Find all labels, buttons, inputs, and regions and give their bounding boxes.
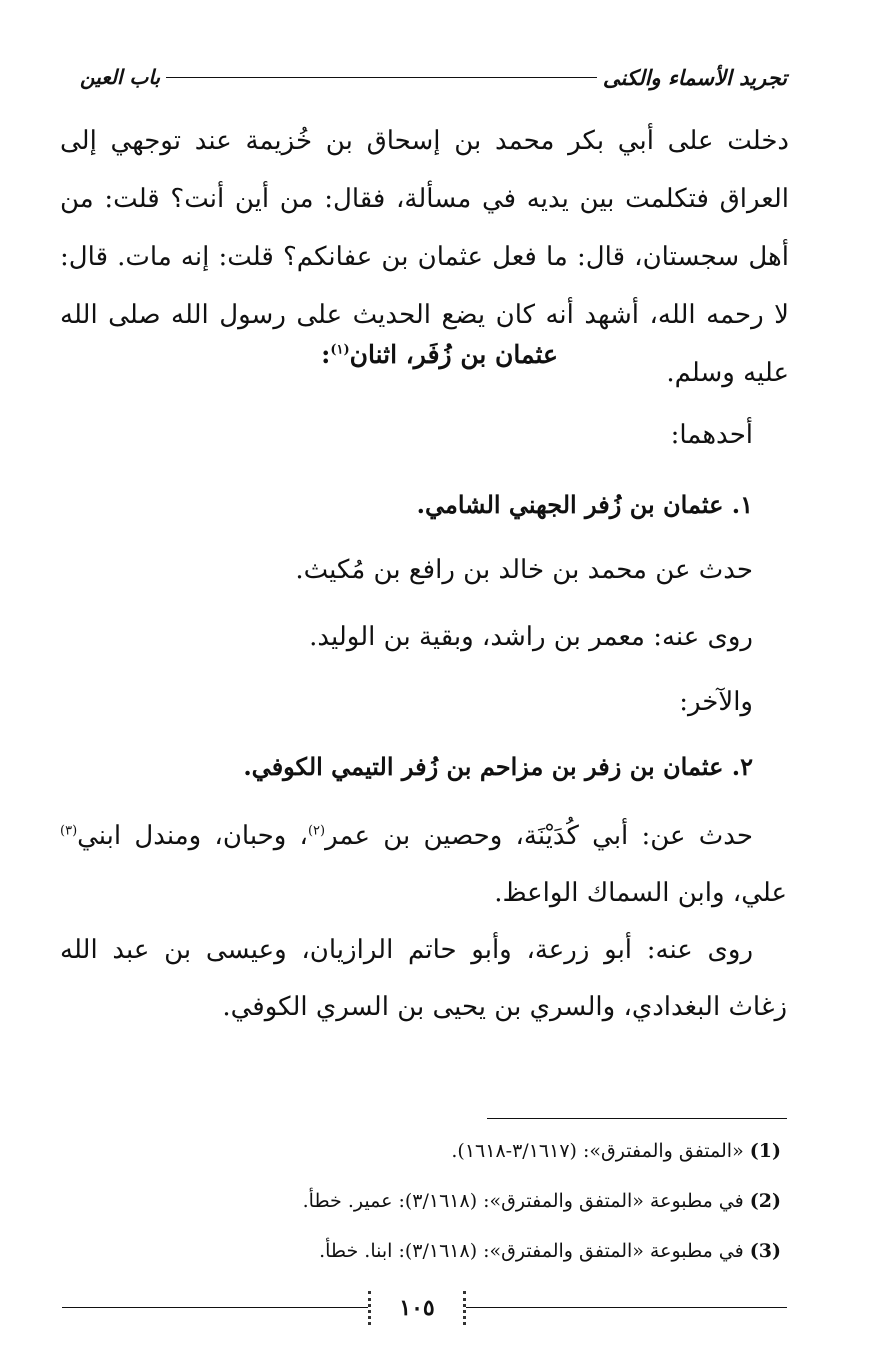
entry2-from-part1: حدث عن: أبي كُدَيْنَة، وحصين بن عمر <box>325 821 753 851</box>
section-heading-suffix: : <box>321 340 331 369</box>
book-title: تجريد الأسماء والكنى <box>602 64 787 90</box>
footnote-3-number: (3) <box>749 1240 781 1262</box>
entry2-from-part2: ، وحبان، ومندل ابني <box>77 821 308 851</box>
footnote-1-text: «المتفق والمفترق»: (٣/١٦١٧-١٦١٨). <box>451 1140 744 1162</box>
footnote-3-text: في مطبوعة «المتفق والمفترق»: (٣/١٦١٨): ابنا. خطأ. <box>319 1240 744 1262</box>
first-label: أحدهما: <box>670 420 753 450</box>
page-number: ١٠٥ <box>368 1291 466 1325</box>
footnote-1 <box>451 1140 781 1162</box>
entry1-narrated-by: روى عنه: معمر بن راشد، وبقية بن الوليد. <box>309 622 753 652</box>
section-heading-text: عثمان بن زُفَر، اثنان <box>349 340 558 369</box>
footnote-ref-2: (٢) <box>307 823 326 839</box>
section-heading <box>0 340 879 369</box>
entry2-from-part3: علي، وابن السماك الواعظ. <box>494 878 787 908</box>
intro-paragraph: دخلت على أبي بكر محمد بن إسحاق بن خُزيمة عند توجهي إلى العراق فتكلمت بين يديه في مسألة، فقال: من أين أنت؟ قلت: من أهل سجستان، قال: ما فعل عثمان بن عفانكم؟ قلت: إنه مات. قال: لا رحمه الله، أشهد أنه كان يضع الحديث على رسول الله صلى الله عليه وسلم. <box>60 126 789 388</box>
second-label: والآخر: <box>679 687 753 717</box>
footnote-1-number: (1) <box>749 1140 781 1162</box>
chapter-title: باب العين <box>80 65 161 89</box>
footnote-ref-1: (١) <box>330 342 350 358</box>
footnote-ref-3: (٣) <box>60 823 78 839</box>
footnote-2-number: (2) <box>749 1190 781 1212</box>
entry1-narrated-from: حدث عن محمد بن خالد بن رافع بن مُكيث. <box>295 555 753 585</box>
entry2-title: ٢. عثمان بن زفر بن مزاحم بن زُفر التيمي الكوفي. <box>243 752 753 781</box>
footnote-2-text: في مطبوعة «المتفق والمفترق»: (٣/١٦١٨): عمير. خطأ. <box>302 1190 744 1212</box>
entry2-narrated-by: روى عنه: أبو زرعة، وأبو حاتم الرازيان، وعيسى بن عبد الله زغاث البغدادي، والسري بن يحيى بن السري الكوفي. <box>60 935 787 1022</box>
entry1-title: ١. عثمان بن زُفر الجهني الشامي. <box>416 490 753 519</box>
running-header <box>80 62 787 92</box>
footnote-2 <box>303 1190 781 1212</box>
header-rule <box>166 77 597 78</box>
entry2-narrated-from <box>60 808 787 922</box>
footnote-rule <box>487 1118 787 1119</box>
footnote-3 <box>319 1240 781 1262</box>
